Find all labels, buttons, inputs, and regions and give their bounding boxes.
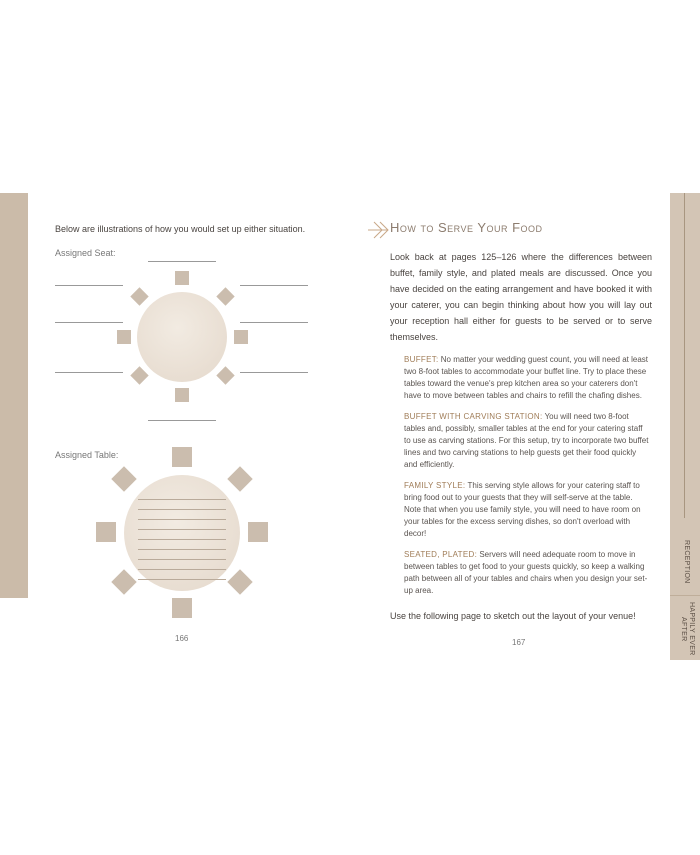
name-line <box>240 322 308 323</box>
seat <box>216 287 234 305</box>
seat <box>227 466 252 491</box>
seat <box>172 598 192 618</box>
tab-line <box>684 193 685 518</box>
name-line <box>55 285 123 286</box>
table-name-lines <box>138 490 226 580</box>
intro-paragraph: Look back at pages 125–126 where the differences between buffet, family style, and plated meals are discussed. Once you have decided on the eating arrangement and have booked it with your caterer, you can begin thinking about how you will lay out your reception hall either for guests to be served or to serve themselves. <box>390 252 652 342</box>
tab-happily-ever-after[interactable]: HAPPILY EVER AFTER <box>680 602 695 656</box>
tab-divider <box>670 595 700 596</box>
seat <box>117 330 131 344</box>
intro-text: Below are illustrations of how you would set up either situation. <box>55 224 306 234</box>
seat <box>216 366 234 384</box>
assigned-table-label: Assigned Table: <box>55 450 119 460</box>
round-table <box>137 292 227 382</box>
name-line <box>148 420 216 421</box>
seat <box>111 466 136 491</box>
side-tabs <box>670 193 700 660</box>
seat <box>175 388 189 402</box>
seat <box>175 271 189 285</box>
item-buffet: BUFFET: No matter your wedding guest count, you will need at least two 8-foot tables to accommodate your buffet line. Try to place these tables toward the venue's prep kitchen area so your caterers don't have to move between tables and chairs to refill the chafing dishes. <box>404 355 648 400</box>
item-family-style: FAMILY STYLE: This serving style allows for your catering staff to bring food out to your guests that they will self-serve at the table. Note that when you use family style, you will need to have room on your tables for the excess serving dishes, so don't overload with decor! <box>404 481 641 538</box>
item-buffet-carving: BUFFET WITH CARVING STATION: You will need two 8-foot tables and, possibly, smaller tables at the end for your catering staff to use as carving stations. For this setup, try to incorporate two buffet lines and two carving stations to help guests get their food quickly and efficiently. <box>404 412 649 469</box>
page-number-right: 167 <box>512 638 526 647</box>
name-line <box>55 372 123 373</box>
seat <box>248 522 268 542</box>
serving-style-list <box>404 354 650 597</box>
assigned-seat-label: Assigned Seat: <box>55 248 116 258</box>
name-line <box>55 322 123 323</box>
seat <box>227 569 252 594</box>
page-title: How to Serve Your Food <box>390 220 543 235</box>
seat <box>111 569 136 594</box>
seat <box>130 287 148 305</box>
seat <box>172 447 192 467</box>
name-line <box>240 372 308 373</box>
name-line <box>240 285 308 286</box>
name-line <box>148 261 216 262</box>
seat <box>96 522 116 542</box>
tab-reception[interactable]: RECEPTION <box>683 540 690 584</box>
outro-text: Use the following page to sketch out the layout of your venue! <box>390 611 636 621</box>
seat <box>234 330 248 344</box>
right-page-body <box>390 249 652 623</box>
page-number-left: 166 <box>175 634 189 643</box>
seat <box>130 366 148 384</box>
left-edge-strip <box>0 193 28 598</box>
arrow-ornament-icon <box>366 218 390 242</box>
item-seated-plated: SEATED, PLATED: Servers will need adequate room to move in between tables to get food to your guests quickly, so keep a walking path between all of your tables and chairs when you design your set-up area. <box>404 550 648 595</box>
